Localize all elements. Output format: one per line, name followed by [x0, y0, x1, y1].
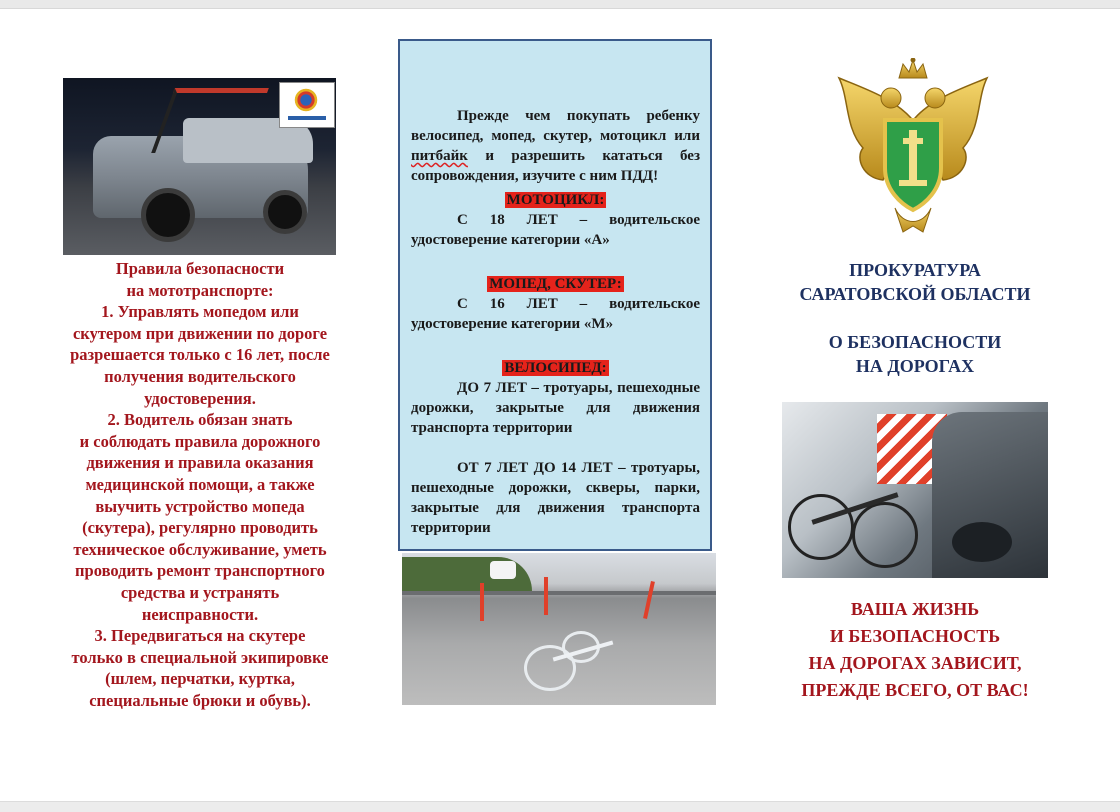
rule-line: и соблюдать правила дорожного: [79, 431, 321, 451]
intro-paragraph: [411, 106, 700, 186]
top-border: [0, 0, 1120, 9]
category-label-motorcycle: МОТОЦИКЛ:: [506, 192, 605, 208]
rule-bicycle-7-14: ОТ 7 ЛЕТ ДО 14 ЛЕТ – тротуары, пешеходные дорожки, скверы, парки, закрытые для движения транспорта территории: [411, 460, 700, 536]
rule-line: движения и правила оказания: [86, 453, 314, 473]
rules-heading: Правила безопасности: [115, 259, 285, 278]
rule-line: 2. Водитель обязан знать: [107, 410, 293, 430]
intro-text: и разрешить кататься без сопровождения, изучите с ним ПДД!: [411, 148, 700, 184]
category-label-bicycle: ВЕЛОСИПЕД:: [504, 360, 607, 376]
rule-line: (скутера), регулярно проводить: [82, 518, 318, 538]
closing-line: И БЕЗОПАСНОСТЬ: [829, 626, 1001, 646]
bicycle-wheel-shape: [788, 494, 854, 560]
title-line: НА ДОРОГАХ: [855, 356, 975, 376]
traffic-cone-shape: [643, 581, 655, 619]
wheel-shape: [263, 190, 307, 234]
rule-line: средства и устранять: [120, 582, 280, 602]
rule-line: неисправности.: [141, 604, 259, 624]
organization-name: [760, 258, 1070, 306]
traffic-cone-shape: [480, 583, 484, 621]
age-rules-box: [398, 39, 712, 551]
car-shape: [490, 561, 516, 579]
spellcheck-word: питбайк: [411, 148, 468, 164]
rule-line: скутером при движении по дороге: [72, 323, 328, 343]
rule-line: 1. Управлять мопедом или: [101, 302, 299, 322]
traffic-cone-shape: [544, 577, 548, 615]
rule-line: 3. Передвигаться на скутере: [94, 626, 306, 646]
closing-line: НА ДОРОГАХ ЗАВИСИТ,: [808, 653, 1022, 673]
rule-line: получения водительского: [104, 366, 296, 386]
rules-heading: на мототранспорте:: [126, 280, 274, 300]
rule-bicycle-under-7: ДО 7 ЛЕТ – тротуары, пешеходные дорожки, закрытые для движения транспорта территории: [411, 380, 700, 436]
bottom-border: [0, 801, 1120, 812]
rule-moped: С 16 ЛЕТ – водительское удостоверение категории «М»: [411, 296, 700, 332]
rule-line: медицинской помощи, а также: [85, 474, 315, 494]
tire-shape: [952, 522, 1012, 562]
bicycle-wheel-shape: [852, 502, 918, 568]
rule-line: только в специальной экипировке: [71, 647, 329, 667]
wheel-shape: [141, 188, 195, 242]
org-name-line: САРАТОВСКОЙ ОБЛАСТИ: [799, 284, 1031, 304]
rule-line: выучить устройство мопеда: [95, 496, 305, 516]
crash-photo: [63, 78, 336, 255]
intro-text: Прежде чем покупать ребенку велосипед, мопед, скутер, мотоцикл или: [411, 108, 700, 144]
rule-motorcycle: С 18 ЛЕТ – водительское удостоверение категории «А»: [411, 212, 700, 248]
rule-line: (шлем, перчатки, куртка,: [105, 669, 295, 689]
category-heading: [411, 190, 700, 210]
rule-line: разрешается только с 16 лет, после: [70, 345, 330, 365]
closing-message: [760, 596, 1070, 704]
org-name-line: ПРОКУРАТУРА: [849, 260, 981, 280]
category-label-moped: МОПЕД, СКУТЕР:: [489, 276, 622, 292]
safety-rules-text: [40, 258, 360, 711]
rule-line: проводить ремонт транспортного: [75, 561, 325, 581]
rule-line: специальные брюки и обувь).: [89, 690, 311, 710]
car-bicycle-collision-photo: [782, 402, 1048, 578]
leaflet-title: [760, 330, 1070, 378]
closing-line: ВАША ЖИЗНЬ: [850, 599, 980, 619]
prosecutor-emblem-icon: [833, 58, 993, 236]
rule-line: удостоверения.: [144, 388, 256, 408]
title-line: О БЕЗОПАСНОСТИ: [828, 332, 1002, 352]
bicycle-accident-photo: [402, 553, 716, 705]
traffic-police-badge-icon: [279, 82, 335, 128]
category-heading: [411, 274, 700, 294]
rule-line: техническое обслуживание, уметь: [73, 539, 327, 559]
category-heading: [411, 358, 700, 378]
closing-line: ПРЕЖДЕ ВСЕГО, ОТ ВАС!: [801, 680, 1029, 700]
